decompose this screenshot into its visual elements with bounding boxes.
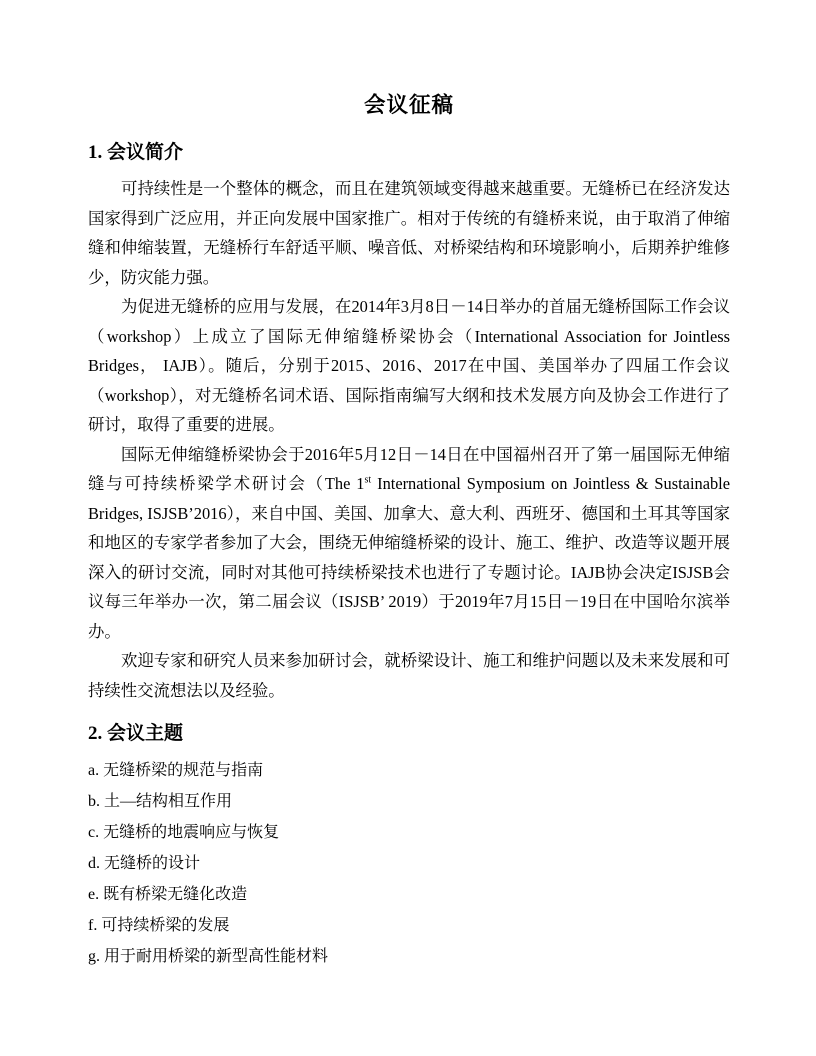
topic-item-g: g. 用于耐用桥梁的新型高性能材料 xyxy=(88,948,329,965)
intro-paragraph-3 xyxy=(88,440,730,647)
section-2-heading: 2. 会议主题 xyxy=(88,723,184,744)
ordinal-superscript: st xyxy=(364,474,372,486)
document-title: 会议征稿 xyxy=(363,93,454,117)
topic-item-a: a. 无缝桥梁的规范与指南 xyxy=(88,762,264,779)
topic-item-e: e. 既有桥梁无缝化改造 xyxy=(88,886,248,903)
intro-paragraph-4: 欢迎专家和研究人员来参加研讨会，就桥梁设计、施工和维护问题以及未来发展和可持续性交流想法以及经验。 xyxy=(88,651,730,700)
section-1-heading: 1. 会议简介 xyxy=(88,142,184,163)
topic-item-f: f. 可持续桥梁的发展 xyxy=(88,917,230,934)
topic-item-c: c. 无缝桥的地震响应与恢复 xyxy=(88,824,280,841)
topic-item-d: d. 无缝桥的设计 xyxy=(88,855,201,872)
paragraph-3-segment-after: International Symposium on Jointless & Sustainable Bridges, ISJSB’2016），来自中国、美国、加拿大、意大利、西班牙、德国和土耳其等国家和地区的专家学者参加了大会，围绕无伸缩缝桥梁的设计、施工、维护、改造等议题开展深入的研讨交流，同时对其他可持续桥梁技术也进行了专题讨论。IAJB协会决定ISJSB会议每三年举办一次，第二届会议（ISJSB’ 2019）于2019年7月15日－19日在中国哈尔滨举办。 xyxy=(88,474,731,641)
topic-list xyxy=(88,755,730,972)
topic-item-b: b. 土—结构相互作用 xyxy=(88,793,233,810)
intro-paragraph-1: 可持续性是一个整体的概念，而且在建筑领域变得越来越重要。无缝桥已在经济发达国家得到广泛应用，并正向发展中国家推广。相对于传统的有缝桥来说，由于取消了伸缩缝和伸缩装置，无缝桥行车舒适平顺、噪音低、对桥梁结构和环境影响小，后期养护维修少，防灾能力强。 xyxy=(88,179,730,287)
intro-paragraph-2: 为促进无缝桥的应用与发展，在2014年3月8日－14日举办的首届无缝桥国际工作会议（workshop）上成立了国际无伸缩缝桥梁协会（International Association for Jointless Bridges， IAJB）。随后，分别于2015、2016、2017在中国、美国举办了四届工作会议（workshop），对无缝桥名词术语、国际指南编写大纲和技术发展方向及协会工作进行了研讨，取得了重要的进展。 xyxy=(88,297,730,434)
paragraph-3-segment-before: 国际无伸缩缝桥梁协会于2016年5月12日－14日在中国福州召开了第一届国际无伸缩缝与可持续桥梁学术研讨会（The 1 xyxy=(88,444,730,493)
